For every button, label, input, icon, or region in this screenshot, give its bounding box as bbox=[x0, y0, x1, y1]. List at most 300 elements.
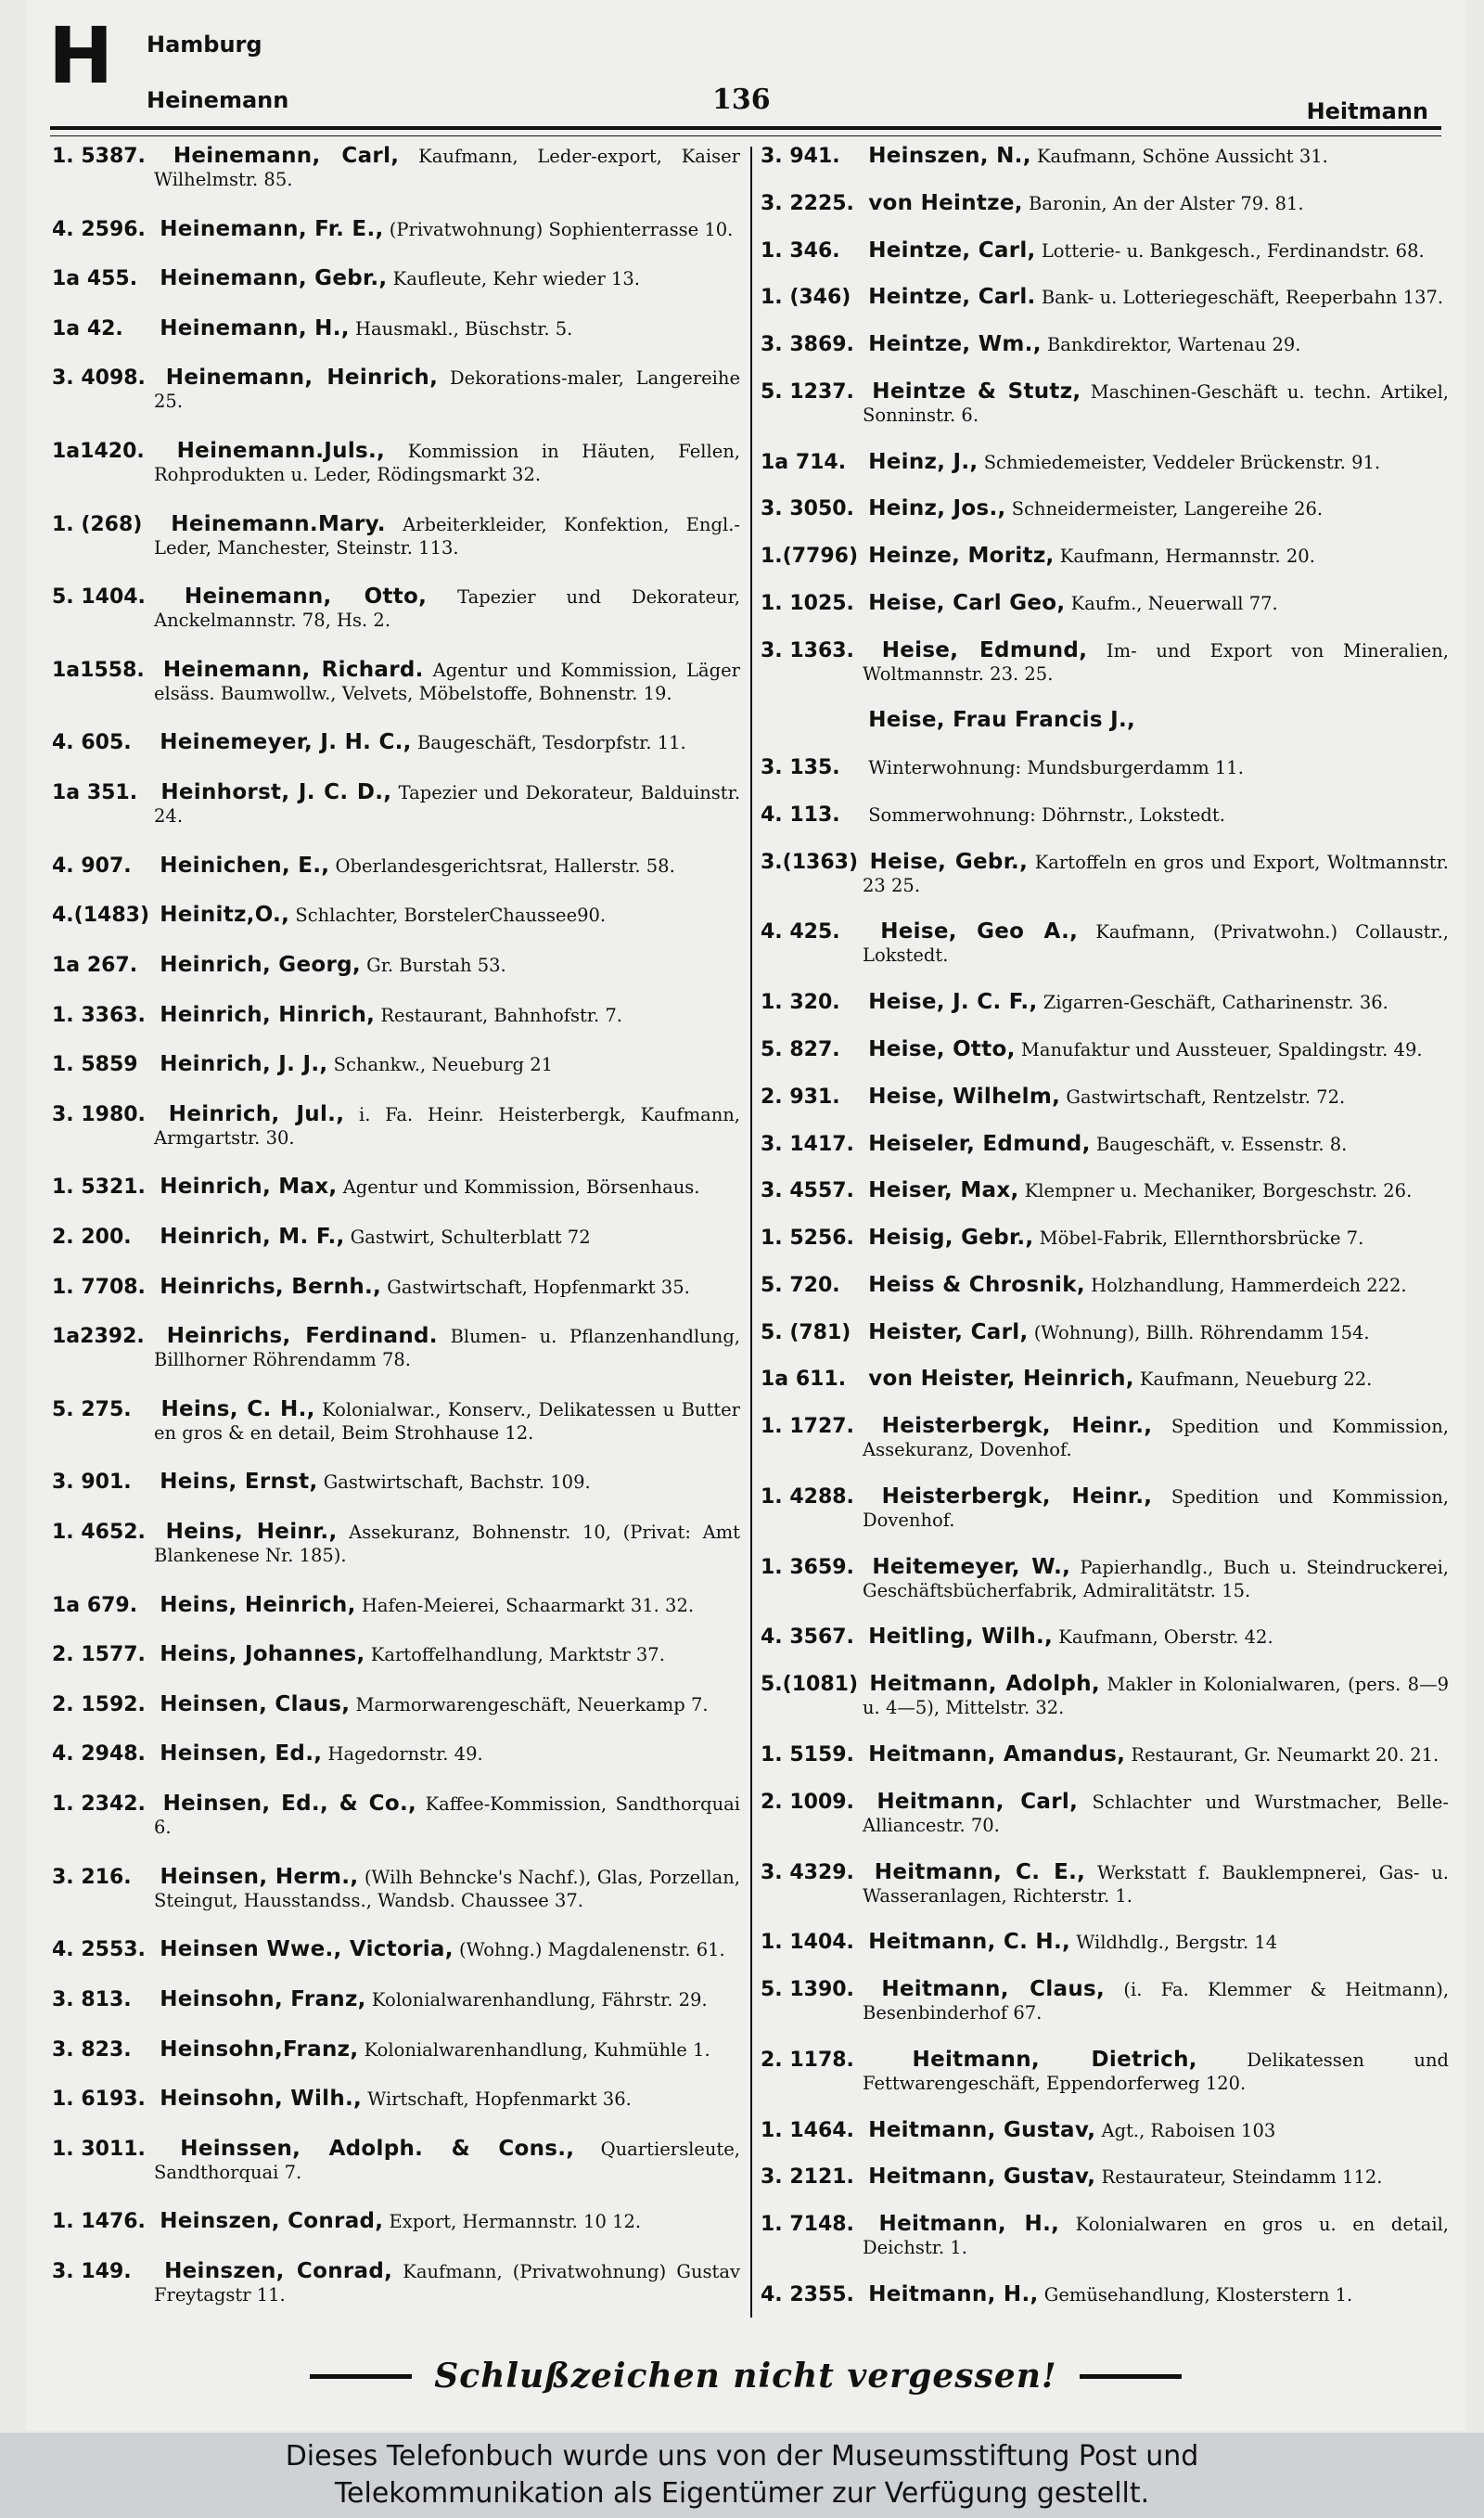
notice-line-1: Dieses Telefonbuch wurde uns von der Museumsstiftung Post und bbox=[285, 2440, 1199, 2473]
header-rule-thin bbox=[50, 135, 1441, 136]
entry-details: Assekuranz, Bohnenstr. 10, (Privat: Amt Blankenese Nr. 185). bbox=[154, 1522, 741, 1567]
entry-name: Heinsen Wwe., Victoria, bbox=[160, 1937, 454, 1962]
directory-entry bbox=[52, 1643, 740, 1666]
directory-entry bbox=[761, 1321, 1449, 1344]
directory-entry bbox=[52, 781, 740, 828]
entry-number: 3. 135. bbox=[761, 756, 840, 780]
entry-number: 1. (268) bbox=[52, 512, 143, 536]
entry-details: Im- und Export von Mineralien, Woltmannstr. 23. 25. bbox=[863, 639, 1449, 685]
directory-entry bbox=[761, 991, 1449, 1014]
directory-entry bbox=[761, 1086, 1449, 1109]
entry-number: 1a 351. bbox=[52, 781, 138, 805]
entry-details: Kartoffeln en gros und Export, Woltmannstr. 23 25. bbox=[863, 851, 1449, 896]
entry-name: Heitmann, Gustav, bbox=[868, 2165, 1096, 2190]
entry-details: Spedition und Kommission, Assekuranz, Dovenhof. bbox=[863, 1416, 1449, 1461]
entry-number: 2. 1178. bbox=[761, 2048, 854, 2072]
directory-entry bbox=[52, 2088, 740, 2111]
entry-details: Gastwirtschaft, Bachstr. 109. bbox=[323, 1471, 591, 1494]
section-letter: H bbox=[48, 10, 114, 101]
entry-details: Bank- u. Lotteriegeschäft, Reeperbahn 137. bbox=[1041, 287, 1444, 309]
directory-entry bbox=[761, 1673, 1449, 1719]
entry-details: Quartiersleute, Sandthorquai 7. bbox=[154, 2138, 740, 2183]
entry-details: Kolonialwaren en gros u. en detail, Deichstr. 1. bbox=[863, 2214, 1450, 2259]
entry-number: 3. 4098. bbox=[52, 366, 146, 391]
directory-entry bbox=[52, 1693, 740, 1716]
ownership-notice bbox=[0, 2433, 1484, 2518]
entry-number: 2. 1577. bbox=[52, 1643, 146, 1667]
entry-details: Restaurant, Gr. Neumarkt 20. 21. bbox=[1131, 1743, 1439, 1766]
entry-number: 1. 5321. bbox=[52, 1175, 146, 1200]
entry-name: Heins, Johannes, bbox=[160, 1642, 365, 1667]
directory-entry bbox=[761, 1791, 1449, 1837]
entry-details: Agt., Raboisen 103 bbox=[1101, 2119, 1276, 2141]
entry-details: Lotterie- u. Bankgesch., Ferdinandstr. 68. bbox=[1041, 239, 1425, 262]
entry-details: Wirtschaft, Hopfenmarkt 36. bbox=[367, 2088, 632, 2111]
entry-name: von Heintze, bbox=[868, 190, 1023, 215]
entry-number: 1. 3011. bbox=[52, 2137, 146, 2161]
entry-details: Sommerwohnung: Döhrnstr., Lokstedt. bbox=[868, 803, 1225, 826]
entry-number: 5.(1081) bbox=[761, 1673, 859, 1697]
directory-entry bbox=[761, 920, 1449, 967]
directory-entry bbox=[52, 1175, 740, 1199]
entry-name: Heiss & Chrosnik, bbox=[868, 1272, 1085, 1297]
entry-details: Makler in Kolonialwaren, (pers. 8—9 u. 4—5), Mittelstr. 32. bbox=[863, 1674, 1449, 1719]
entry-number: 4. 2596. bbox=[52, 217, 146, 241]
entry-details: Papierhandlg., Buch u. Steindruckerei, Geschäftsbücherfabrik, Admiralitätstr. 15. bbox=[863, 1556, 1449, 1601]
directory-entry bbox=[52, 954, 740, 977]
entry-name: Heinrich, Hinrich, bbox=[160, 1002, 376, 1027]
entry-name: Heinemann, Fr. E., bbox=[160, 216, 384, 241]
entry-number: 1. 5256. bbox=[761, 1227, 854, 1251]
directory-entry bbox=[761, 497, 1449, 520]
entry-name: Heinrich, J. J., bbox=[160, 1052, 328, 1077]
entry-number: 3. 941. bbox=[761, 145, 840, 168]
entry-number: 1.(7796) bbox=[761, 545, 859, 569]
entry-details: Tapezier und Dekorateur, Balduinstr. 24. bbox=[154, 782, 741, 828]
entry-number: 1. 1404. bbox=[761, 1931, 854, 1955]
entry-number: 1. 3363. bbox=[52, 1003, 146, 1027]
entry-number: 3. 4329. bbox=[761, 1860, 854, 1884]
entry-name: Heinsohn, Franz, bbox=[160, 1986, 366, 2011]
entry-number: 2. 931. bbox=[761, 1085, 840, 1109]
entry-details: Wildhdlg., Bergstr. 14 bbox=[1076, 1932, 1278, 1954]
entry-number: 2. 1592. bbox=[52, 1692, 146, 1716]
entry-details: Hausmakl., Büschstr. 5. bbox=[355, 317, 573, 340]
entry-name: Heiser, Max, bbox=[868, 1178, 1019, 1203]
directory-entry bbox=[52, 2138, 740, 2184]
entry-number: 1. 346. bbox=[761, 238, 840, 263]
entry-details: Manufaktur und Aussteuer, Spaldingstr. 49. bbox=[1020, 1039, 1423, 1061]
entry-details: Delikatessen und Fettwarengeschäft, Eppendorferweg 120. bbox=[863, 2049, 1449, 2094]
entry-details: Bankdirektor, Wartenau 29. bbox=[1046, 334, 1301, 356]
header-rule bbox=[50, 126, 1441, 130]
directory-entry bbox=[761, 1485, 1449, 1532]
header-last-entry: Heitmann bbox=[1306, 98, 1428, 124]
entry-name: Heintze, Carl. bbox=[868, 285, 1036, 310]
entry-name: Heinsen, Herm., bbox=[160, 1864, 359, 1889]
entry-number: 1. 4652. bbox=[52, 1521, 146, 1545]
right-column bbox=[761, 145, 1449, 2306]
entry-name: Heinszen, Conrad, bbox=[160, 2209, 384, 2234]
directory-entry bbox=[52, 904, 740, 927]
directory-entry bbox=[52, 1792, 740, 1839]
entry-name: Heise, J. C. F., bbox=[868, 990, 1038, 1015]
entry-number: 3.(1363) bbox=[761, 850, 859, 874]
entry-details: Kolonialwarenhandlung, Fährstr. 29. bbox=[371, 1988, 708, 2011]
header-city: Hamburg bbox=[147, 32, 262, 58]
entry-details: Zigarren-Geschäft, Catharinenstr. 36. bbox=[1043, 992, 1388, 1014]
entry-name: Heinrich, Max, bbox=[160, 1175, 338, 1200]
directory-entry bbox=[761, 851, 1449, 897]
entry-details: Schankw., Neueburg 21 bbox=[333, 1054, 554, 1076]
directory-entry bbox=[52, 2038, 740, 2062]
entry-details: Kaufmann, (Privatwohn.) Collaustr., Lokstedt. bbox=[863, 921, 1450, 967]
entry-name: Heinrichs, Bernh., bbox=[160, 1274, 382, 1299]
entry-name: Heintze, Carl, bbox=[868, 238, 1036, 263]
entry-number: 1. 1025. bbox=[761, 591, 854, 615]
entry-number: 4. 113. bbox=[761, 803, 840, 827]
entry-name: Heinitz,O., bbox=[160, 903, 290, 928]
entry-details: Kaufm., Neuerwall 77. bbox=[1070, 592, 1278, 614]
directory-entry bbox=[761, 239, 1449, 263]
entry-number: 1. 6193. bbox=[52, 2088, 146, 2112]
entry-details: Agentur und Kommission, Läger elsäss. Baumwollw., Velvets, Möbelstoffe, Bohnenstr. 19. bbox=[154, 659, 740, 704]
entry-number: 1. 1464. bbox=[761, 2118, 854, 2142]
entry-number: 5. 827. bbox=[761, 1038, 840, 1062]
entry-name: Heinsen, Ed., & Co., bbox=[162, 1792, 417, 1817]
directory-entry bbox=[761, 192, 1449, 215]
directory-entry bbox=[52, 1866, 740, 1912]
notice-line-2: Telekommunikation als Eigentümer zur Verfügung gestellt. bbox=[334, 2477, 1150, 2510]
entry-name: Heinssen, Adolph. & Cons., bbox=[180, 2136, 575, 2161]
directory-entry bbox=[52, 1226, 740, 1249]
entry-name: Heinichen, E., bbox=[160, 853, 330, 878]
entry-number: 3. 3050. bbox=[761, 497, 854, 521]
entry-details: Restaurateur, Steindamm 112. bbox=[1101, 2166, 1383, 2189]
directory-entry bbox=[52, 1988, 740, 2011]
entry-number: 1. 4288. bbox=[761, 1484, 854, 1509]
entry-name: Heinszen, Conrad, bbox=[164, 2258, 393, 2283]
entry-number: 1. 320. bbox=[761, 991, 840, 1015]
directory-entry bbox=[761, 709, 1449, 732]
entry-details: Tapezier und Dekorateur, Anckelmannstr. 78, Hs. 2. bbox=[154, 586, 740, 632]
entry-number: 1a 42. bbox=[52, 316, 123, 340]
entry-number: 2. 200. bbox=[52, 1225, 132, 1249]
directory-entry bbox=[52, 1742, 740, 1766]
directory-entry bbox=[52, 2210, 740, 2233]
entry-number: 3. 813. bbox=[52, 1987, 132, 2011]
entry-details: Dekorations-maler, Langereihe 25. bbox=[154, 367, 741, 413]
entry-details: Baugeschäft, v. Essenstr. 8. bbox=[1095, 1133, 1348, 1155]
entry-number: 3. 149. bbox=[52, 2259, 132, 2283]
entry-name: Heinemann, Otto, bbox=[184, 585, 428, 610]
directory-entry bbox=[52, 513, 740, 559]
entry-number: 1. (346) bbox=[761, 286, 851, 310]
directory-entry bbox=[52, 366, 740, 413]
directory-entry bbox=[761, 2165, 1449, 2189]
entry-details: Schmiedemeister, Veddeler Brückenstr. 91. bbox=[983, 451, 1381, 473]
entry-name: Heiseler, Edmund, bbox=[868, 1131, 1091, 1156]
entry-details: Baugeschäft, Tesdorpfstr. 11. bbox=[416, 732, 686, 754]
entry-details: Maschinen-Geschäft u. techn. Artikel, Sonninstr. 6. bbox=[863, 380, 1450, 426]
entry-details: (Wohnung), Billh. Röhrendamm 154. bbox=[1033, 1321, 1370, 1343]
entry-name: Heinrichs, Ferdinand. bbox=[166, 1324, 438, 1349]
entry-number: 3. 2225. bbox=[761, 191, 854, 215]
entry-name: Heise, Gebr., bbox=[869, 849, 1029, 874]
directory-entry bbox=[761, 1861, 1449, 1908]
entry-number: 5. 1237. bbox=[761, 379, 854, 404]
entry-details: Spedition und Kommission, Dovenhof. bbox=[863, 1485, 1449, 1531]
directory-entry bbox=[52, 440, 740, 486]
entry-number: 5. 1390. bbox=[761, 1978, 854, 2002]
entry-number: 1a1420. bbox=[52, 440, 145, 464]
slogan-dash-right bbox=[1080, 2374, 1182, 2379]
entry-number: 4. 2355. bbox=[761, 2282, 854, 2306]
entry-number: 3. 1980. bbox=[52, 1102, 146, 1126]
entry-details: Gemüsehandlung, Klosterstern 1. bbox=[1043, 2283, 1353, 2306]
entry-details: Kaffee-Kommission, Sandthorquai 6. bbox=[154, 1793, 740, 1839]
entry-details: Oberlandesgerichtsrat, Hallerstr. 58. bbox=[335, 854, 675, 877]
directory-entry bbox=[52, 731, 740, 754]
entry-number: 1. 5159. bbox=[761, 1742, 854, 1766]
entry-details: Kartoffelhandlung, Marktstr 37. bbox=[370, 1644, 665, 1666]
entry-details: Gastwirt, Schulterblatt 72 bbox=[350, 1226, 591, 1248]
entry-number: 1. 5859 bbox=[52, 1053, 138, 1077]
entry-name: Heinz, J., bbox=[868, 449, 979, 474]
entry-number: 5. 1404. bbox=[52, 585, 146, 610]
entry-name: Heister, Carl, bbox=[868, 1319, 1029, 1344]
directory-entry bbox=[761, 451, 1449, 474]
entry-name: Heinemann, Heinrich, bbox=[165, 366, 439, 391]
entry-name: Heinemann, Carl, bbox=[173, 144, 400, 168]
entry-name: Heinrich, Jul., bbox=[168, 1101, 345, 1126]
entry-name: Heisterbergk, Heinr., bbox=[881, 1414, 1153, 1439]
entry-details: Export, Hermannstr. 10 12. bbox=[389, 2211, 642, 2233]
entry-name: Heinsen, Claus, bbox=[160, 1691, 351, 1716]
directory-entry bbox=[761, 639, 1449, 686]
directory-entry bbox=[52, 1594, 740, 1617]
entry-details: Winterwohnung: Mundsburgerdamm 11. bbox=[868, 757, 1244, 779]
entry-details: Agentur und Kommission, Börsenhaus. bbox=[342, 1176, 700, 1199]
directory-entry bbox=[761, 145, 1449, 168]
directory-entry bbox=[52, 218, 740, 241]
directory-entry bbox=[761, 545, 1449, 568]
entry-name: Heinrich, Georg, bbox=[160, 952, 361, 977]
entry-name: Heise, Edmund, bbox=[881, 637, 1088, 662]
entry-details: Schneidermeister, Langereihe 26. bbox=[1011, 498, 1324, 520]
entry-number: 1. 2342. bbox=[52, 1792, 146, 1817]
entry-number: 5. 720. bbox=[761, 1273, 840, 1297]
entry-name: Heinemann.Juls., bbox=[176, 439, 386, 464]
entry-name: Heinhorst, J. C. D., bbox=[160, 780, 392, 805]
entry-name: Heise, Geo A., bbox=[880, 919, 1079, 944]
entry-number: 1. 1476. bbox=[52, 2210, 146, 2234]
entry-number: 5. (781) bbox=[761, 1320, 851, 1344]
directory-entry bbox=[761, 1227, 1449, 1250]
directory-entry bbox=[761, 1931, 1449, 1954]
directory-entry bbox=[761, 1179, 1449, 1202]
directory-entry bbox=[52, 1938, 740, 1961]
entry-name: Heitmann, Carl, bbox=[876, 1789, 1079, 1814]
entry-number: 3. 1363. bbox=[761, 638, 854, 662]
entry-details: Kaufmann, Leder-export, Kaiser Wilhelmstr. 85. bbox=[154, 146, 740, 190]
entry-details: Werkstatt f. Bauklempnerei, Gas- u. Wasseranlagen, Richterstr. 1. bbox=[863, 1861, 1450, 1907]
directory-entry bbox=[761, 1368, 1449, 1391]
directory-entry bbox=[761, 380, 1449, 427]
entry-number: 1. 5387. bbox=[52, 145, 146, 168]
directory-entry bbox=[761, 1133, 1449, 1156]
entry-number: 3. 3869. bbox=[761, 333, 854, 357]
entry-details: Marmorwarengeschäft, Neuerkamp 7. bbox=[355, 1693, 709, 1715]
directory-entry bbox=[761, 2119, 1449, 2142]
entry-details: (Wilh Behncke's Nachf.), Glas, Porzellan, Steingut, Hausstandss., Wandsb. Chaussee 37. bbox=[154, 1866, 740, 1911]
footer-slogan bbox=[26, 2357, 1465, 2396]
entry-details: Gastwirtschaft, Rentzelstr. 72. bbox=[1066, 1086, 1346, 1108]
directory-entry bbox=[52, 1004, 740, 1027]
entry-details: Kolonialwarenhandlung, Kuhmühle 1. bbox=[364, 2038, 710, 2061]
entry-name: Heitmann, H., bbox=[868, 2281, 1039, 2306]
directory-entry bbox=[761, 1038, 1449, 1061]
entry-number: 3. 2121. bbox=[761, 2165, 854, 2190]
entry-number: 1a 679. bbox=[52, 1593, 138, 1617]
entry-number: 3. 901. bbox=[52, 1471, 132, 1495]
entry-name: Heinemann, H., bbox=[160, 315, 350, 340]
directory-entry bbox=[761, 803, 1449, 827]
entry-name: Heinszen, N., bbox=[868, 144, 1031, 168]
directory-entry bbox=[761, 1743, 1449, 1766]
directory-entry bbox=[52, 854, 740, 878]
entry-number: 3. 823. bbox=[52, 2037, 132, 2062]
directory-page bbox=[26, 0, 1465, 2431]
slogan-text: Schlußzeichen nicht vergessen! bbox=[434, 2357, 1057, 2396]
entry-name: Heitemeyer, W., bbox=[872, 1554, 1071, 1579]
header-first-entry: Heinemann bbox=[147, 87, 289, 113]
directory-entry bbox=[52, 1471, 740, 1494]
directory-entry bbox=[761, 2283, 1449, 2306]
entry-number: 4. 907. bbox=[52, 854, 132, 878]
directory-entry bbox=[761, 1415, 1449, 1461]
entry-number: 4.(1483) bbox=[52, 904, 150, 928]
entry-details: Hafen-Meierei, Schaarmarkt 31. 32. bbox=[361, 1594, 695, 1616]
directory-entry bbox=[761, 1556, 1449, 1602]
directory-entry bbox=[761, 756, 1449, 779]
entry-details: Arbeiterkleider, Konfektion, Engl.-Leder, Manchester, Steinstr. 113. bbox=[154, 513, 740, 559]
directory-entry bbox=[52, 267, 740, 290]
entry-name: Heinsen, Ed., bbox=[160, 1741, 323, 1766]
entry-number: 4. 2553. bbox=[52, 1938, 146, 1962]
entry-name: Heinze, Moritz, bbox=[868, 544, 1055, 569]
directory-entry bbox=[761, 592, 1449, 615]
entry-details: Gastwirtschaft, Hopfenmarkt 35. bbox=[387, 1276, 690, 1298]
entry-name: Heins, Heinr., bbox=[165, 1520, 338, 1545]
directory-entry bbox=[52, 659, 740, 705]
entry-name: Heise, Wilhelm, bbox=[868, 1084, 1061, 1109]
entry-details: Kaufmann, Schöne Aussicht 31. bbox=[1036, 146, 1328, 167]
directory-entry bbox=[52, 1053, 740, 1076]
entry-name: Heins, Ernst, bbox=[160, 1470, 318, 1495]
entry-number: 5. 275. bbox=[52, 1397, 132, 1421]
entry-details: i. Fa. Heinr. Heisterbergk, Kaufmann, Armgartstr. 30. bbox=[154, 1103, 741, 1149]
entry-number: 1. 1727. bbox=[761, 1415, 854, 1439]
directory-entry bbox=[52, 1521, 740, 1567]
entry-name: Heitmann, C. H., bbox=[868, 1930, 1071, 1955]
entry-number: 4. 2948. bbox=[52, 1742, 146, 1766]
entry-name: Heins, C. H., bbox=[160, 1396, 315, 1421]
directory-entry bbox=[52, 317, 740, 340]
entry-name: Heitmann, Amandus, bbox=[868, 1741, 1126, 1766]
entry-name: Heise, Carl Geo, bbox=[868, 590, 1066, 615]
entry-details: Holzhandlung, Hammerdeich 222. bbox=[1091, 1274, 1407, 1296]
entry-name: Heins, Heinrich, bbox=[160, 1592, 356, 1617]
directory-entry bbox=[761, 286, 1449, 309]
entry-name: Heinemann, Gebr., bbox=[160, 266, 388, 291]
entry-name: Heise, Otto, bbox=[868, 1037, 1016, 1062]
entry-number: 1a 611. bbox=[761, 1368, 847, 1392]
entry-number: 1. 7708. bbox=[52, 1275, 146, 1299]
directory-entry bbox=[52, 1276, 740, 1299]
entry-details: Kaufmann, Neueburg 22. bbox=[1139, 1368, 1373, 1391]
left-column bbox=[52, 145, 740, 2306]
entry-details: Kaufleute, Kehr wieder 13. bbox=[392, 268, 640, 290]
entry-details: Kommission in Häuten, Fellen, Rohprodukten u. Leder, Rödingsmarkt 32. bbox=[154, 441, 741, 486]
entry-number: 1a1558. bbox=[52, 658, 145, 682]
entry-name: Heinemann, Richard. bbox=[162, 657, 424, 682]
directory-entry bbox=[761, 2049, 1449, 2095]
directory-entry bbox=[52, 1398, 740, 1445]
directory-entry bbox=[52, 1103, 740, 1150]
entry-details: (i. Fa. Klemmer & Heitmann), Besenbinderhof 67. bbox=[863, 1979, 1450, 2024]
entry-number: 4. 605. bbox=[52, 731, 132, 755]
entry-details: Gr. Burstah 53. bbox=[366, 954, 506, 976]
entry-name: Heinrich, M. F., bbox=[160, 1224, 345, 1249]
entry-number: 3. 1417. bbox=[761, 1132, 854, 1156]
entry-number: 3. 4557. bbox=[761, 1179, 854, 1203]
directory-entry bbox=[52, 2260, 740, 2306]
directory-entry bbox=[761, 1274, 1449, 1297]
entry-details: (Wohng.) Magdalenenstr. 61. bbox=[458, 1939, 725, 1961]
entry-details: Kaufmann, Hermannstr. 20. bbox=[1059, 546, 1315, 568]
directory-entry bbox=[52, 145, 740, 191]
entry-name: Heintze & Stutz, bbox=[872, 379, 1081, 404]
entry-name: Heisterbergk, Heinr., bbox=[881, 1484, 1153, 1509]
entry-number: 1a 455. bbox=[52, 267, 138, 291]
page-number: 136 bbox=[712, 84, 771, 116]
entry-name: Heinemeyer, J. H. C., bbox=[160, 730, 412, 755]
entry-name: von Heister, Heinrich, bbox=[868, 1367, 1134, 1392]
directory-entry bbox=[761, 1625, 1449, 1649]
entry-name: Heitmann, Dietrich, bbox=[912, 2047, 1197, 2072]
entry-name: Heitling, Wilh., bbox=[868, 1625, 1054, 1650]
directory-entry bbox=[761, 1978, 1449, 2024]
column-divider bbox=[750, 147, 752, 2318]
entry-number: 2. 1009. bbox=[761, 1790, 854, 1814]
entry-details: Kaufmann, (Privatwohnung) Gustav Freytagstr 11. bbox=[154, 2260, 740, 2306]
directory-entry bbox=[52, 585, 740, 632]
directory-entry bbox=[52, 1325, 740, 1371]
entry-name: Heitmann, Adolph, bbox=[869, 1672, 1100, 1697]
entry-name: Heitmann, Claus, bbox=[881, 1977, 1106, 2002]
directory-entry bbox=[761, 333, 1449, 356]
entry-name: Heinemann.Mary. bbox=[171, 511, 386, 536]
entry-details: Möbel-Fabrik, Ellernthorsbrücke 7. bbox=[1039, 1227, 1364, 1250]
entry-details: Schlachter, BorstelerChaussee90. bbox=[295, 905, 607, 927]
entry-details: Baronin, An der Alster 79. 81. bbox=[1029, 192, 1304, 214]
entry-details: Hagedornstr. 49. bbox=[327, 1743, 483, 1766]
entry-name: Heinz, Jos., bbox=[868, 496, 1006, 521]
entry-name: Heise, Frau Francis J., bbox=[868, 708, 1136, 733]
entry-number: 1. 3659. bbox=[761, 1555, 854, 1579]
entry-number: 1. 7148. bbox=[761, 2213, 854, 2237]
